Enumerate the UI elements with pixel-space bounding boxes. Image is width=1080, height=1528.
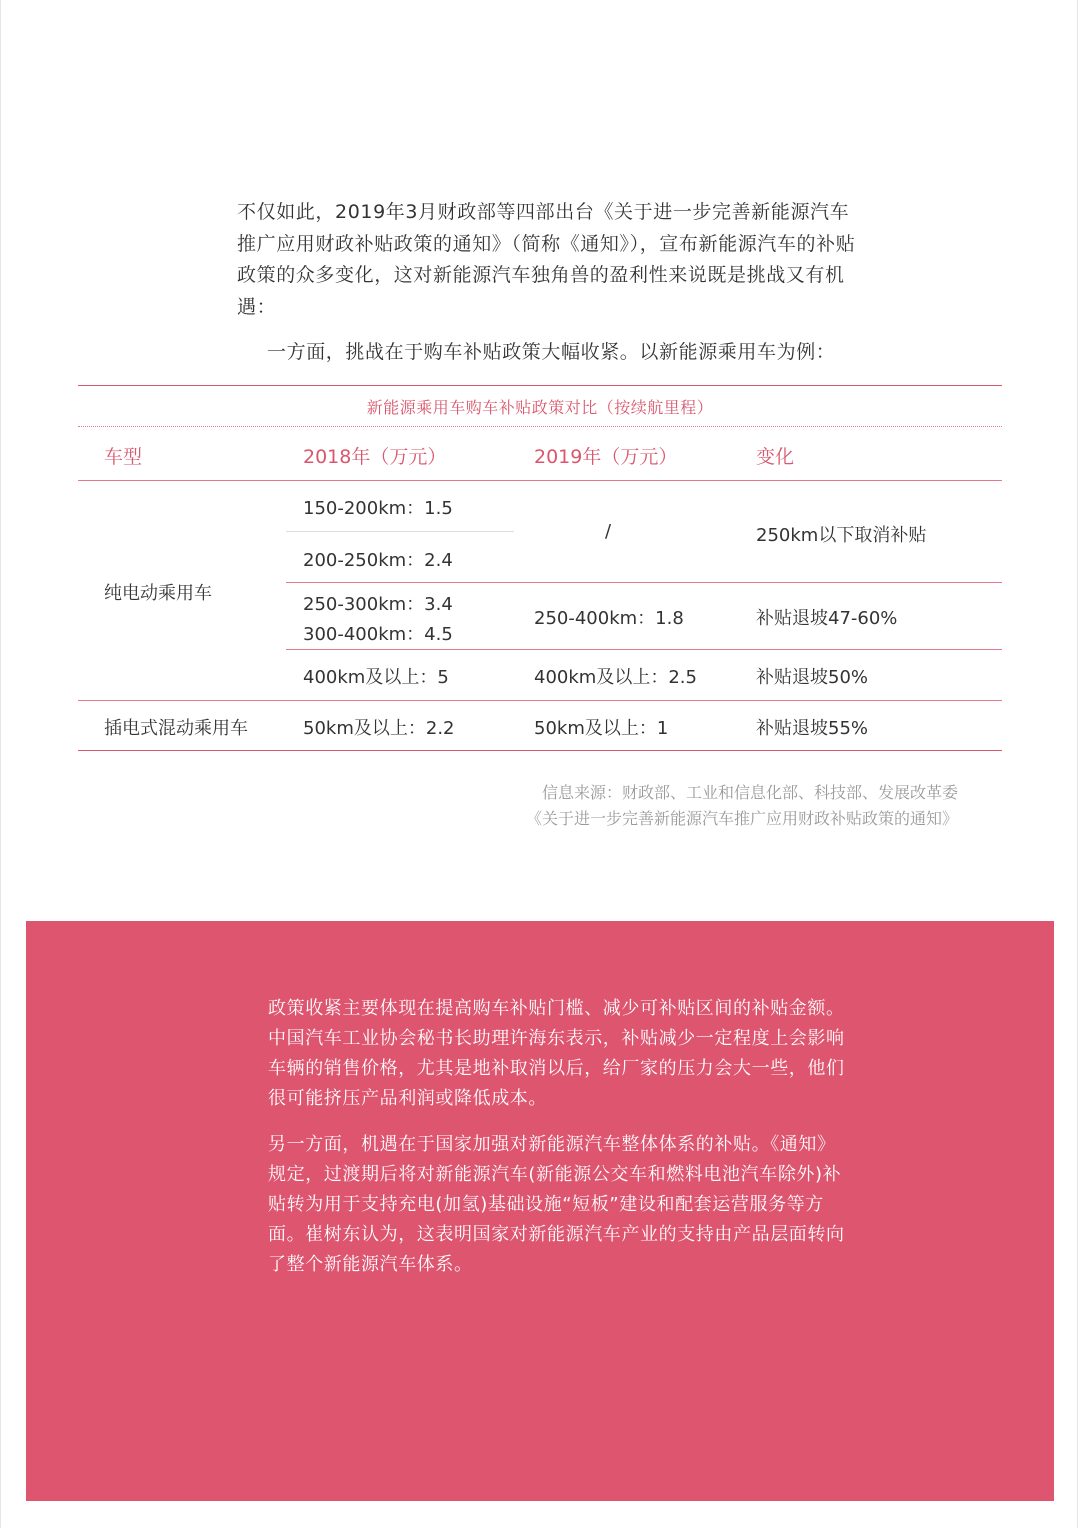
cell-change-50: 补贴退坡50%: [756, 667, 869, 688]
cell-2018-200-250: 200-250km：2.4: [303, 550, 453, 571]
panel-paragraph-2: 另一方面，机遇在于国家加强对新能源汽车整体体系的补贴。《通知》规定，过渡期后将对新能源汽车(新能源公交车和燃料电池汽车除外)补贴转为用于支持充电(加氢)基础设施“短板”建设和配套运营服务等方面。崔树东认为，这表明国家对新能源汽车产业的支持由产品层面转向了整个新能源汽车体系。: [268, 1134, 845, 1275]
cell-2019-250-400: 250-400km：1.8: [534, 608, 684, 629]
highlight-panel: [26, 921, 1054, 1501]
cell-phev-change: 补贴退坡55%: [756, 718, 869, 739]
cell-2018-300-400: 300-400km：4.5: [303, 624, 453, 645]
cell-2018-150-200: 150-200km：1.5: [303, 498, 453, 519]
header-change: 变化: [756, 446, 795, 468]
row-type-bev: 纯电动乘用车: [104, 583, 212, 604]
row-type-phev: 插电式混动乘用车: [104, 718, 248, 739]
right-edge: [1077, 0, 1078, 1528]
cell-2018-400-plus: 400km及以上：5: [303, 667, 449, 688]
source-line-2: 《关于进一步完善新能源汽车推广应用财政补贴政策的通知》: [525, 809, 958, 828]
left-edge: [0, 0, 1, 1528]
header-bottom-rule: [78, 480, 1002, 481]
cell-phev-2018: 50km及以上：2.2: [303, 718, 455, 739]
cell-2018-250-300: 250-300km：3.4: [303, 594, 453, 615]
cell-2019-400-plus: 400km及以上：2.5: [534, 667, 697, 688]
group-divider: [78, 700, 1002, 701]
intro-paragraph-2: 一方面，挑战在于购车补贴政策大幅收紧。以新能源乘用车为例：: [267, 341, 836, 363]
bev-row-divider-1: [286, 582, 1002, 583]
cell-2019-none: /: [605, 521, 612, 542]
table-bottom-rule: [78, 750, 1002, 751]
source-line-1: 信息来源：财政部、工业和信息化部、科技部、发展改革委: [541, 783, 958, 802]
table-caption: 新能源乘用车购车补贴政策对比（按续航里程）: [366, 398, 714, 417]
bev-row-divider-2: [286, 649, 1002, 650]
cell-change-cancel: 250km以下取消补贴: [756, 525, 927, 546]
header-vehicle-type: 车型: [104, 446, 143, 468]
table-top-rule: [78, 385, 1002, 386]
header-2019: 2019年（万元）: [534, 446, 678, 468]
panel-paragraph-1: 政策收紧主要体现在提高购车补贴门槛、减少可补贴区间的补贴金额。中国汽车工业协会秘书长助理许海东表示，补贴减少一定程度上会影响车辆的销售价格，尤其是地补取消以后，给厂家的压力会大一些，他们很可能挤压产品利润或降低成本。: [268, 998, 845, 1109]
caption-divider: [78, 426, 1002, 427]
sub-row-divider: [286, 531, 514, 532]
header-2018: 2018年（万元）: [303, 446, 447, 468]
intro-paragraph: 不仅如此，2019年3月财政部等四部出台《关于进一步完善新能源汽车推广应用财政补贴政策的通知》（简称《通知》），宣布新能源汽车的补贴政策的众多变化，这对新能源汽车独角兽的盈利性来说既是挑战又有机遇：: [237, 201, 856, 318]
cell-change-47-60: 补贴退坡47-60%: [756, 608, 898, 629]
cell-phev-2019: 50km及以上：1: [534, 718, 669, 739]
